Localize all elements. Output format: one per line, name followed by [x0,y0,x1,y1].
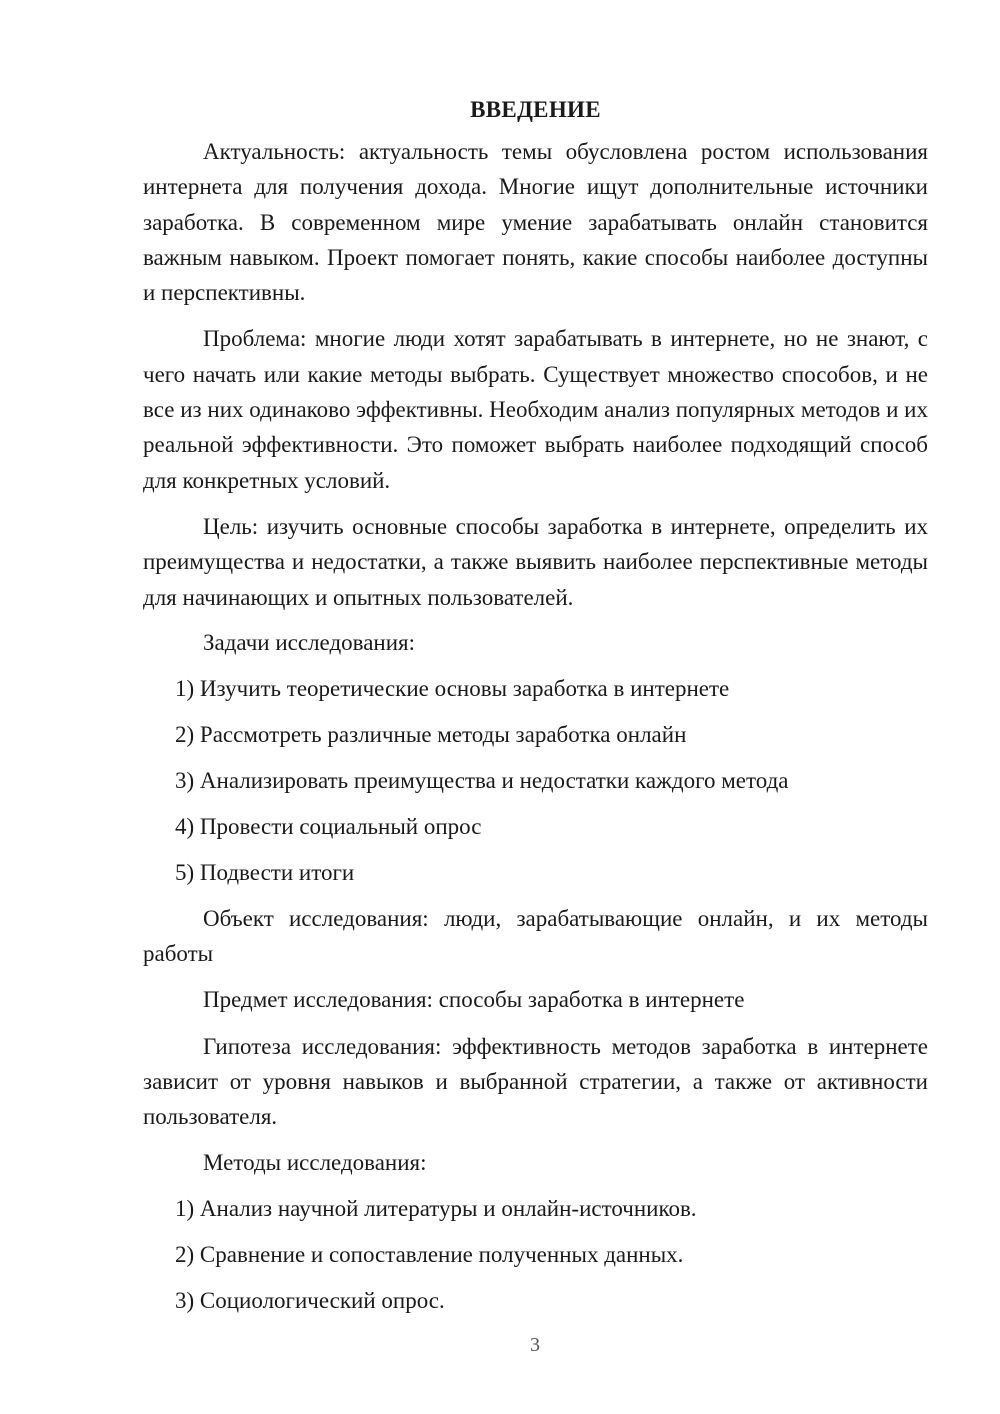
task-item: 5) Подвести итоги [175,859,355,885]
method-item: 3) Социологический опрос. [175,1287,445,1313]
methods-heading: Методы исследования: [203,1149,427,1175]
tasks-heading: Задачи исследования: [203,629,416,655]
task-item: 4) Провести социальный опрос [175,813,482,839]
method-item: 1) Анализ научной литературы и онлайн-источников. [175,1195,697,1221]
page-number: 3 [530,1334,540,1356]
subject-paragraph: Предмет исследования: способы заработка в интернете [203,987,745,1013]
task-item: 3) Анализировать преимущества и недостатки каждого метода [175,767,789,793]
goal-paragraph: Цель: изучить основные способы заработка в интернете, определить их преимущества и недостатки, а также выявить наиболее перспективные методы для начинающих и опытных пользователей. [143,513,928,610]
document-page [143,92,928,1318]
problem-paragraph: Проблема: многие люди хотят зарабатывать в интернете, но не знают, с чего начать или какие методы выбрать. Существует множество способов, и не все из них одинаково эффективны. Необходим анализ популярных методов и их реальной эффективности. Это поможет выбрать наиболее подходящий способ для конкретных условий. [143,326,928,493]
relevance-paragraph: Актуальность: актуальность темы обусловлена ростом использования интернета для получения дохода. Многие ищут дополнительные источники заработка. В современном мире умение зарабатывать онлайн становится важным навыком. Проект помогает понять, какие способы наиболее доступны и перспективны. [143,139,928,306]
task-item: 1) Изучить теоретические основы заработка в интернете [175,675,730,701]
page-title: ВВЕДЕНИЕ [470,97,601,122]
method-item: 2) Сравнение и сопоставление полученных данных. [175,1241,684,1267]
hypothesis-paragraph: Гипотеза исследования: эффективность методов заработка в интернете зависит от уровня навыков и выбранной стратегии, а также от активности пользователя. [143,1033,928,1130]
object-paragraph: Объект исследования: люди, зарабатывающие онлайн, и их методы работы [143,905,928,967]
task-item: 2) Рассмотреть различные методы заработка онлайн [175,721,687,747]
